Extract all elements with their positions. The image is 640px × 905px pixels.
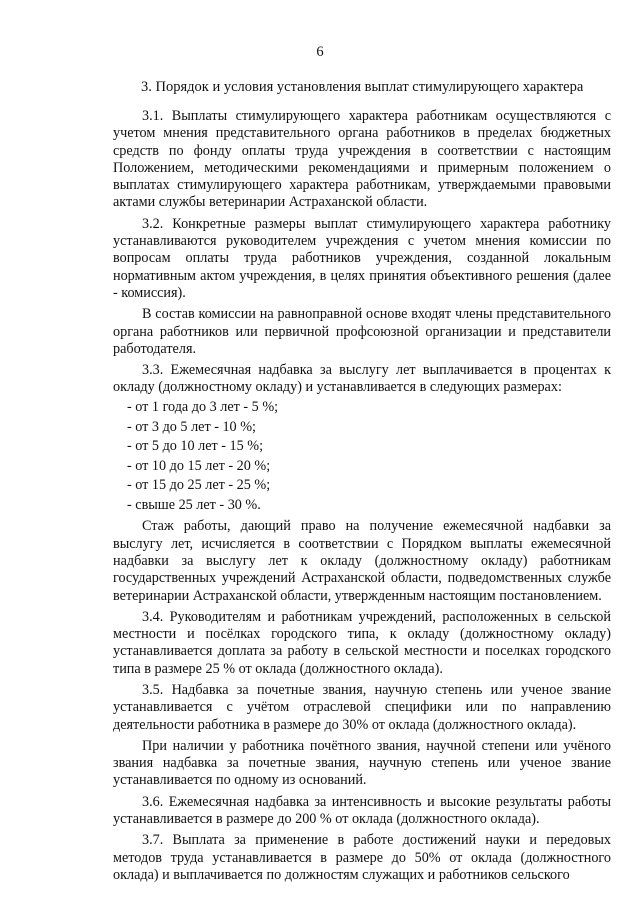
paragraph-3-4: 3.4. Руководителям и работникам учреждений, расположенных в сельской местности и посёлках городского типа, к окладу (должностному окладу) устанавливается доплата за работу в сельской местности и поселках городского типа в размере 25 % от оклада (должностного оклада). <box>113 608 611 677</box>
list-item: - от 3 до 5 лет - 10 %; <box>127 418 256 435</box>
paragraph-3-1: 3.1. Выплаты стимулирующего характера работникам осуществляются с учетом мнения представительного органа работников в пределах бюджетных средств по фонду оплаты труда учреждения в соответствии с настоящим Положением, методическими рекомендациями и примерным положением о выплатах стимулирующего характера работникам, утверждаемыми правовыми актами службы ветеринарии Астраханской области. <box>113 108 611 211</box>
list-item: - от 10 до 15 лет - 20 %; <box>127 457 271 474</box>
paragraph-honorary-titles: При наличии у работника почётного звания, научной степени или учёного звания надбавка за почетные звания, научную степень или ученое звание устанавливается по одному из оснований. <box>113 737 611 789</box>
paragraph-3-5: 3.5. Надбавка за почетные звания, научную степень или ученое звание устанавливается с учётом отраслевой специфики или по направлению деятельности работника в размере до 30% от оклада (должностного оклада). <box>113 681 611 733</box>
paragraph-3-7: 3.7. Выплата за применение в работе достижений науки и передовых методов труда устанавливается в размере до 50% от оклада (должностного оклада) и выплачивается по должностям служащих и работников сельского <box>113 832 611 883</box>
paragraph-3-6: 3.6. Ежемесячная надбавка за интенсивность и высокие результаты работы устанавливается в размере до 200 % от оклада (должностного оклада). <box>113 793 611 828</box>
paragraph-service-length: Стаж работы, дающий право на получение ежемесячной надбавки за выслугу лет, исчисляется в соответствии с Порядком выплаты ежемесячной надбавки за выслугу лет к окладу (должностному окладу) работникам государственных учреждений Астраханской области, подведомственных службе ветеринарии Астраханской области, утвержденным настоящим постановлением. <box>113 518 611 604</box>
paragraph-commission-composition: В состав комиссии на равноправной основе входят члены представительного органа работников или первичной профсоюзной организации и представители работодателя. <box>113 306 611 357</box>
list-item: - от 15 до 25 лет - 25 %; <box>127 477 271 494</box>
page-number: 6 <box>316 44 324 60</box>
paragraph-3-2: 3.2. Конкретные размеры выплат стимулирующего характера работнику устанавливаются руководителем учреждения с учетом мнения комиссии по вопросам оплаты труда работников учреждения, созданной локальным нормативным актом учреждения, в целях принятия объективного решения (далее - комиссия). <box>113 215 611 301</box>
list-item: - от 1 года до 3 лет - 5 %; <box>127 399 279 416</box>
list-item: - от 5 до 10 лет - 15 %; <box>127 438 264 455</box>
document-body <box>113 108 611 884</box>
section-heading: 3. Порядок и условия установления выплат стимулирующего характера <box>141 79 584 95</box>
paragraph-3-3: 3.3. Ежемесячная надбавка за выслугу лет выплачивается в процентах к окладу (должностному окладу) и устанавливается в следующих размерах: <box>113 362 611 396</box>
list-item: - свыше 25 лет - 30 %. <box>127 497 261 514</box>
